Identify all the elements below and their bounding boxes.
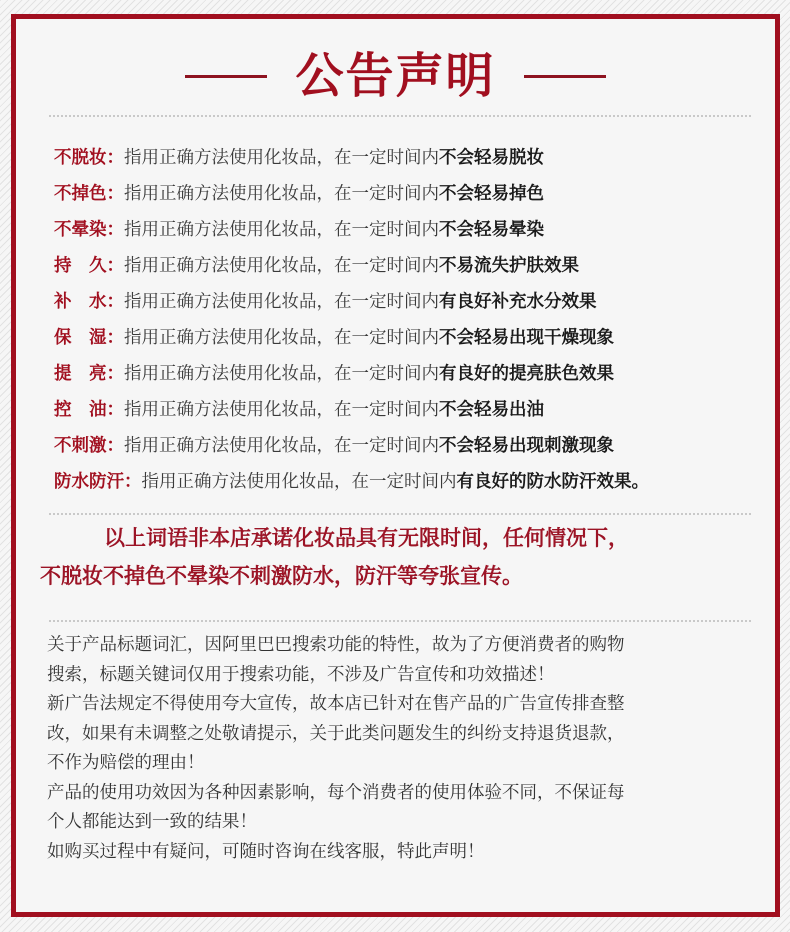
disclaimer-notice (40, 519, 730, 595)
body-line: 如购买过程中有疑问，可随时咨询在线客服，特此声明！ (47, 841, 485, 862)
feature-label: 防水防汗： (54, 472, 142, 492)
feature-effect: 不会轻易出现刺激现象 (439, 436, 614, 456)
feature-row (54, 320, 755, 356)
title-left-rule (185, 75, 267, 78)
feature-desc: 指用正确方法使用化妆品，在一定时间内 (124, 148, 439, 168)
announcement-frame (11, 14, 780, 917)
feature-desc: 指用正确方法使用化妆品，在一定时间内 (124, 364, 439, 384)
feature-label: 提 亮： (54, 364, 124, 384)
feature-row (54, 428, 755, 464)
feature-label: 不脱妆： (54, 148, 124, 168)
feature-label: 持 久： (54, 256, 124, 276)
body-line: 产品的使用功效因为各种因素影响，每个消费者的使用体验不同，不保证每 (47, 782, 625, 803)
feature-effect: 有良好补充水分效果 (439, 292, 597, 312)
feature-effect: 不会轻易出油 (439, 400, 544, 420)
feature-row (54, 392, 755, 428)
title-right-rule (524, 75, 606, 78)
feature-list (54, 140, 755, 500)
notice-line-2: 不脱妆不掉色不晕染不刺激防水，防汗等夸张宣传。 (40, 564, 523, 588)
feature-row (54, 464, 755, 500)
feature-desc: 指用正确方法使用化妆品，在一定时间内 (124, 328, 439, 348)
feature-row (54, 284, 755, 320)
feature-desc: 指用正确方法使用化妆品，在一定时间内 (124, 400, 439, 420)
feature-effect: 有良好的防水防汗效果。 (456, 472, 649, 492)
statement-body (47, 631, 747, 867)
body-line: 搜索，标题关键词仅用于搜索功能，不涉及广告宣传和功效描述！ (47, 664, 555, 685)
notice-line-1: 以上词语非本店承诺化妆品具有无限时间，任何情况下， (104, 526, 629, 550)
feature-desc: 指用正确方法使用化妆品，在一定时间内 (141, 472, 457, 492)
feature-row (54, 140, 755, 176)
feature-desc: 指用正确方法使用化妆品，在一定时间内 (124, 436, 439, 456)
feature-row (54, 356, 755, 392)
feature-effect: 不会轻易出现干燥现象 (439, 328, 614, 348)
feature-row (54, 248, 755, 284)
feature-effect: 有良好的提亮肤色效果 (439, 364, 614, 384)
feature-row (54, 176, 755, 212)
feature-effect: 不会轻易晕染 (439, 220, 544, 240)
body-line: 不作为赔偿的理由！ (47, 753, 205, 773)
title-row (16, 41, 775, 111)
feature-desc: 指用正确方法使用化妆品，在一定时间内 (124, 184, 439, 204)
feature-desc: 指用正确方法使用化妆品，在一定时间内 (124, 292, 439, 312)
body-line: 新广告法规定不得使用夸大宣传，故本店已针对在售产品的广告宣传排查整 (47, 694, 625, 714)
feature-label: 保 湿： (54, 328, 124, 348)
dotted-divider-bottom (49, 620, 751, 622)
feature-effect: 不易流失护肤效果 (439, 256, 579, 276)
feature-label: 控 油： (54, 400, 124, 420)
feature-effect: 不会轻易掉色 (439, 184, 544, 204)
body-line: 关于产品标题词汇，因阿里巴巴搜索功能的特性，故为了方便消费者的购物 (47, 635, 625, 655)
feature-label: 不刺激： (54, 436, 124, 456)
dotted-divider-middle (49, 513, 751, 515)
feature-row (54, 212, 755, 248)
body-line: 改，如果有未调整之处敬请提示，关于此类问题发生的纠纷支持退货退款， (47, 723, 625, 744)
page-title: 公告声明 (295, 48, 496, 104)
feature-effect: 不会轻易脱妆 (439, 148, 544, 168)
feature-desc: 指用正确方法使用化妆品，在一定时间内 (124, 256, 439, 276)
feature-desc: 指用正确方法使用化妆品，在一定时间内 (124, 220, 439, 240)
feature-label: 不晕染： (54, 220, 124, 240)
feature-label: 补 水： (54, 292, 124, 312)
body-line: 个人都能达到一致的结果！ (47, 812, 257, 832)
dotted-divider-top (49, 115, 751, 117)
feature-label: 不掉色： (54, 184, 124, 204)
